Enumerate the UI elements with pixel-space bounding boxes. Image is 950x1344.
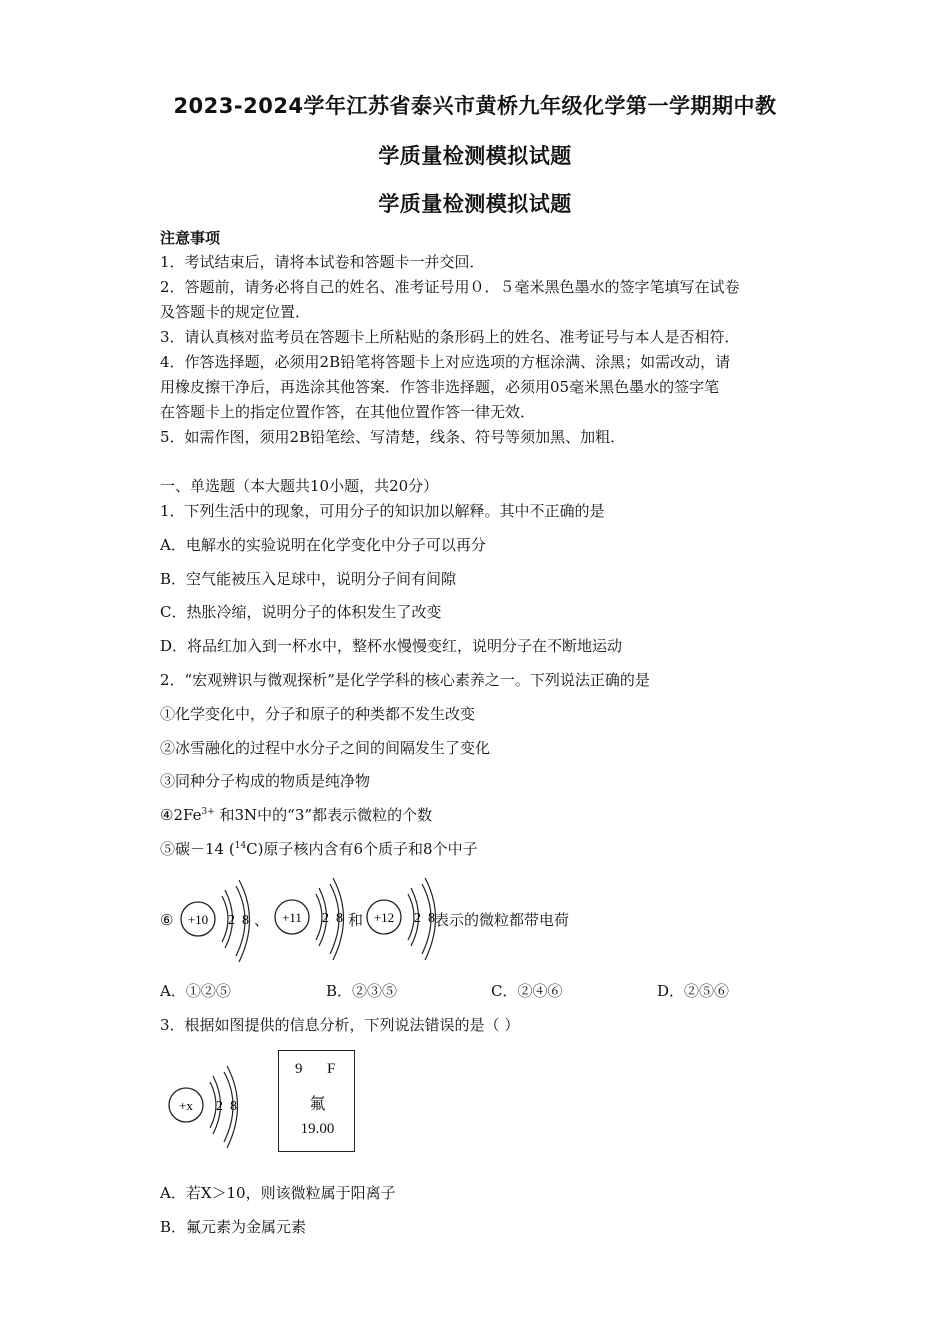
q1-option-b: B．空气能被压入足球中，说明分子间有间隙 (160, 570, 457, 588)
q2-options-row (160, 980, 800, 1002)
q3-option-b: B．氟元素为金属元素 (160, 1218, 307, 1236)
element-name: 氟 (309, 1096, 326, 1113)
exam-title-line3: 学质量检测模拟试题 (378, 192, 572, 216)
q2-statement-6-prefix: ⑥ (160, 911, 174, 929)
notice-heading: 注意事项 (160, 229, 221, 247)
q1-stem: 1．下列生活中的现象，可用分子的知识加以解释。其中不正确的是 (160, 502, 605, 520)
atom-1-nucleus: +10 (187, 912, 209, 927)
atom-2-shell-2: 8 (336, 911, 343, 926)
atom-3-shell-1: 2 (414, 911, 421, 926)
q2-statement-1: ①化学变化中，分子和原子的种类都不发生改变 (160, 705, 476, 723)
exam-title-line2: 学质量检测模拟试题 (378, 144, 572, 168)
exam-title-line1: 2023-2024学年江苏省泰兴市黄桥九年级化学第一学期期中教 (173, 94, 777, 118)
atom-3-shell-2: 8 (428, 911, 435, 926)
element-atomic-number: 9 (295, 1061, 303, 1077)
atom-1-shell-1: 2 (228, 913, 235, 928)
q2-statement-4: $④2Fe^{3+}$ 和3N中的“3”都表示微粒的个数 (160, 806, 433, 824)
notice-item-1: 1．考试结束后，请将本试卷和答题卡一并交回． (160, 253, 485, 271)
notice-item-2b: 及答题卡的规定位置． (160, 303, 311, 321)
q2-statement-3: ③同种分子构成的物质是纯净物 (160, 772, 371, 790)
notice-item-4a: 4．作答选择题，必须用2B铅笔将答题卡上对应选项的方框涂满、涂黑；如需改动，请 (160, 353, 731, 371)
notice-item-4b: 用橡皮擦干净后，再选涂其他答案．作答非选择题，必须用05毫米黑色墨水的签字笔 (160, 378, 720, 396)
q2-statement-6-separator-1: 、 (254, 911, 270, 929)
q1-option-d: D．将品红加入到一杯水中，整杯水慢慢变红，说明分子在不断地运动 (160, 637, 623, 655)
notice-item-4c: 在答题卡上的指定位置作答，在其他位置作答一律无效． (160, 403, 536, 421)
q2-statement-6-separator-2: 和 (348, 911, 364, 929)
q2-option-d: D．②⑤⑥ (657, 982, 730, 1000)
atom-3-nucleus: +12 (373, 910, 395, 925)
atom-structure-diagram (178, 876, 256, 962)
q2-statement-5: ⑤碳－14 ($^{14}$C)原子核内含有6个质子和8个中子 (160, 840, 478, 858)
q2-statement-2: ②冰雪融化的过程中水分子之间的间隔发生了变化 (160, 739, 491, 757)
q2-stem: 2．“宏观辨识与微观探析”是化学学科的核心素养之一。下列说法正确的是 (160, 671, 650, 689)
q1-option-c: C．热胀冷缩，说明分子的体积发生了改变 (160, 603, 442, 621)
notice-item-2a: 2．答题前，请务必将自己的姓名、准考证号用０．５毫米黑色墨水的签字笔填写在试卷 (160, 278, 740, 296)
q3-atom-shell-2: 8 (230, 1099, 237, 1114)
q3-stem: 3．根据如图提供的信息分析，下列说法错误的是（ ） (160, 1016, 520, 1034)
q3-atom-nucleus: +x (179, 1098, 193, 1113)
element-atomic-mass: 19.00 (300, 1121, 335, 1137)
q2-option-b: B．②③⑤ (326, 982, 398, 1000)
q3-atom-shell-1: 2 (216, 1099, 223, 1114)
section-heading: 一、单选题（本大题共10小题，共20分） (160, 477, 439, 495)
periodic-element-card (278, 1050, 355, 1152)
q2-option-c: C．②④⑥ (491, 982, 563, 1000)
atom-structure-diagram (364, 874, 442, 960)
notice-item-3: 3．请认真核对监考员在答题卡上所粘贴的条形码上的姓名、准考证号与本人是否相符． (160, 328, 740, 346)
atom-1-shell-2: 8 (242, 913, 249, 928)
notice-item-5: 5．如需作图，须用2B铅笔绘、写清楚，线条、符号等须加黑、加粗． (160, 428, 626, 446)
atom-structure-diagram (272, 874, 350, 960)
element-symbol: F (327, 1061, 336, 1077)
q3-option-a: A．若X＞10，则该微粒属于阳离子 (160, 1184, 396, 1202)
q2-option-a: A．①②⑤ (160, 982, 231, 1000)
atom-2-shell-1: 2 (322, 911, 329, 926)
q1-option-a: A．电解水的实验说明在化学变化中分子可以再分 (160, 536, 486, 554)
atom-2-nucleus: +11 (282, 910, 302, 925)
atom-structure-diagram (164, 1062, 246, 1148)
q2-statement-6-suffix: 表示的微粒都带电荷 (434, 911, 570, 929)
